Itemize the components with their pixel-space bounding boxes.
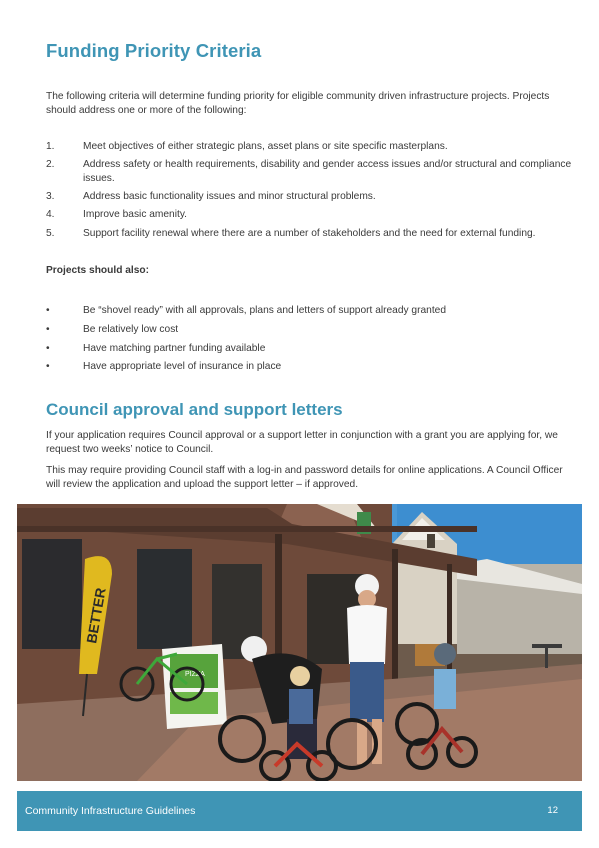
criteria-item (46, 190, 576, 204)
list-item-text: Meet objectives of either strategic plans, asset plans or site specific masterplans. (83, 141, 448, 152)
list-number: 2. (46, 159, 55, 171)
projects-also-heading: Projects should also: (46, 265, 150, 276)
banner-text: BETTER (83, 586, 109, 645)
page-number: 12 (547, 805, 558, 816)
photo-family-bicycles (17, 504, 582, 781)
list-item-text: Address safety or health requirements, disability and gender access issues and/or structural and compliance issues. (83, 159, 572, 184)
criteria-item (46, 140, 576, 154)
list-item-text: Support facility renewal where there are a number of stakeholders and the need for external funding. (83, 227, 536, 239)
requirement-item (46, 360, 576, 374)
requirement-item (46, 323, 576, 337)
list-item-text: Be relatively low cost (83, 323, 179, 335)
criteria-item (46, 158, 576, 185)
list-number: 5. (46, 227, 55, 239)
bullet: • (46, 305, 50, 316)
section-title-council-approval: Council approval and support letters (46, 400, 343, 419)
list-item-text: Have appropriate level of insurance in place (83, 361, 282, 373)
bullet: • (46, 323, 50, 335)
criteria-item (46, 227, 576, 241)
council-paragraph-2: This may require providing Council staff with a log-in and password details for online applications. A Council Officer will review the application and upload the support letter – if approved. (46, 465, 563, 490)
section-title-funding-priority: Funding Priority Criteria (46, 40, 262, 61)
list-item-text: Have matching partner funding available (83, 342, 266, 354)
list-number: 4. (46, 209, 55, 221)
list-item-text: Improve basic amenity. (83, 209, 187, 221)
list-number: 3. (46, 191, 55, 203)
bullet: • (46, 361, 50, 373)
footer-title: Community Infrastructure Guidelines (25, 805, 196, 817)
council-paragraph-1: If your application requires Council approval or a support letter in conjunction with a grant you are applying for, we request two weeks’ notice to Council. (46, 430, 558, 455)
criteria-item (46, 208, 576, 222)
list-number: 1. (46, 141, 55, 152)
list-item-text: Address basic functionality issues and minor structural problems. (83, 191, 376, 203)
requirement-item (46, 304, 576, 318)
list-item-text: Be “shovel ready” with all approvals, plans and letters of support already granted (83, 305, 446, 316)
sign-text: PIZZA (185, 671, 205, 678)
criteria-list (46, 140, 576, 240)
requirements-list (46, 304, 576, 374)
intro-paragraph: The following criteria will determine funding priority for eligible community driven infrastructure projects. Projects should address one or more of the following: (46, 91, 550, 116)
requirement-item (46, 342, 576, 356)
page-footer (17, 791, 582, 831)
bullet: • (46, 342, 50, 354)
